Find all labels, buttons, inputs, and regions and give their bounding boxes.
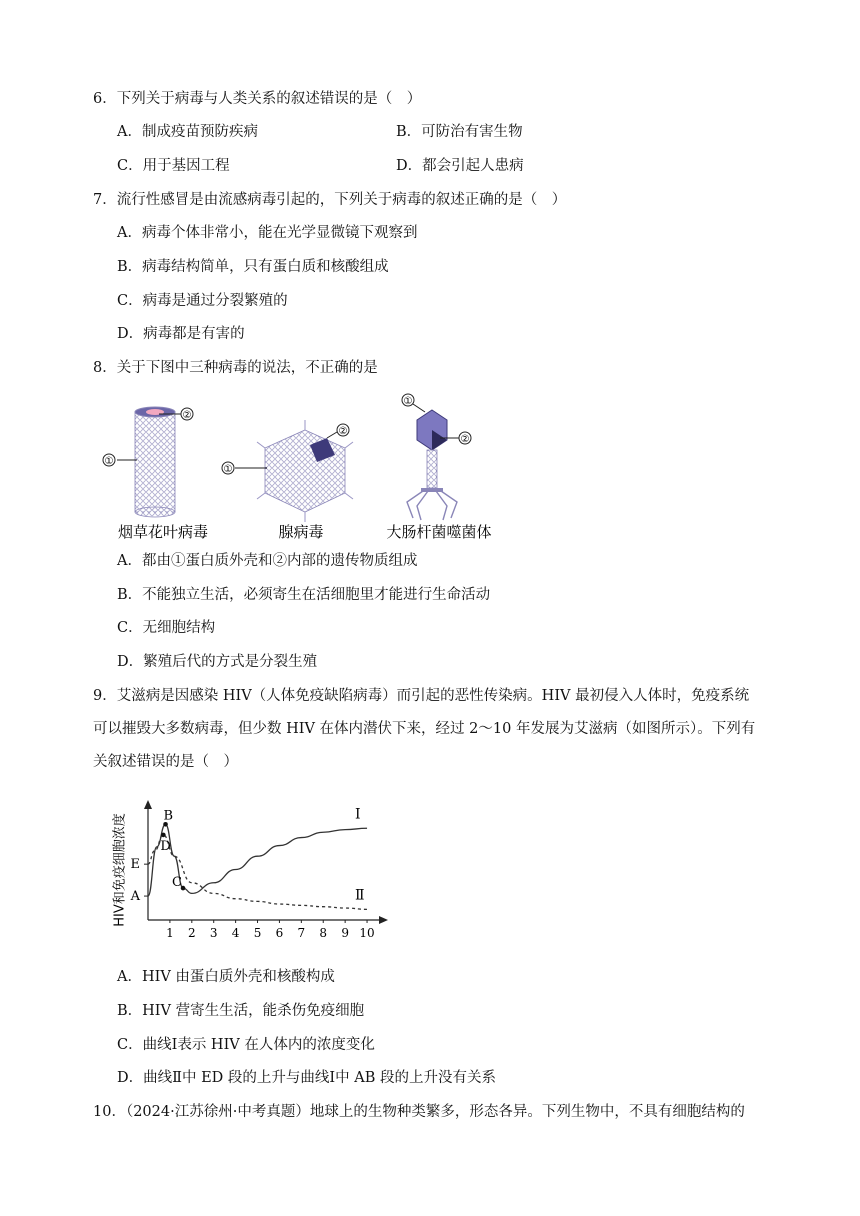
q6-option-b: B．可防治有害生物: [396, 124, 523, 140]
x-tick-label: 8: [319, 926, 328, 940]
x-tick-label: 5: [253, 926, 262, 940]
q9-stem-line3: 关叙述错误的是（ ）: [93, 754, 238, 770]
series-line-2: [148, 835, 367, 909]
virus-figure: [95, 390, 515, 545]
x-tick-label: 2: [187, 926, 196, 940]
tmv-illustration: [103, 407, 193, 517]
q6-option-a: A．制成疫苗预防疾病: [117, 124, 258, 140]
marker-1-label: ①: [223, 464, 233, 475]
caption-phage: 大肠杆菌噬菌体: [386, 523, 492, 541]
x-tick-label: 1: [166, 926, 174, 940]
x-tick-label: 6: [275, 926, 284, 940]
y-axis-arrow-icon: [144, 800, 152, 809]
point-e-label: E: [130, 857, 140, 873]
q9-option-c: C．曲线Ⅰ表示 HIV 在人体内的浓度变化: [117, 1037, 375, 1053]
q7-option-b: B．病毒结构简单，只有蛋白质和核酸组成: [117, 259, 389, 275]
point-b-label: B: [163, 808, 174, 824]
bacteriophage-illustration: [402, 394, 471, 520]
point-a-label: A: [130, 889, 140, 905]
q8-option-b: B．不能独立生活，必须寄生在活细胞里才能进行生命活动: [117, 587, 491, 603]
q6-option-c: C．用于基因工程: [117, 158, 230, 174]
q9-option-d: D．曲线Ⅱ中 ED 段的上升与曲线Ⅰ中 AB 段的上升没有关系: [117, 1070, 496, 1086]
q6-option-d: D．都会引起人患病: [396, 158, 524, 174]
q8-stem: 8．关于下图中三种病毒的说法，不正确的是: [93, 360, 378, 376]
point-d-label: D: [160, 838, 171, 854]
q8-option-a: A．都由①蛋白质外壳和②内部的遗传物质组成: [117, 553, 418, 569]
q8-option-d: D．繁殖后代的方式是分裂生殖: [117, 654, 318, 670]
q9-option-b: B．HIV 营寄生生活，能杀伤免疫细胞: [117, 1003, 365, 1019]
adenovirus-illustration: [222, 420, 353, 522]
q7-option-c: C．病毒是通过分裂繁殖的: [117, 293, 288, 309]
q7-stem: 7．流行性感冒是由流感病毒引起的，下列关于病毒的叙述正确的是（ ）: [93, 192, 567, 208]
marker-1-label: ①: [403, 396, 413, 407]
caption-tmv: 烟草花叶病毒: [117, 523, 209, 541]
point-d-marker: [161, 833, 166, 838]
x-tick-label: 4: [231, 926, 240, 940]
marker-2-label: ②: [460, 434, 470, 445]
marker-2-label: ②: [338, 426, 348, 437]
q6-stem: 6．下列关于病毒与人类关系的叙述错误的是（ ）: [93, 91, 422, 107]
x-tick-label: 3: [209, 926, 218, 940]
x-tick-label: 7: [297, 926, 306, 940]
q10-stem: 10．（2024·江苏徐州·中考真题）地球上的生物种类繁多，形态各异。下列生物中，不具有细胞结构的: [93, 1104, 745, 1120]
marker-2-label: ②: [182, 410, 192, 421]
series-label-1: Ⅰ: [355, 806, 361, 823]
x-tick-label: 9: [341, 926, 349, 940]
x-axis-arrow-icon: [379, 916, 388, 924]
x-tick-label: 10: [359, 926, 375, 940]
q9-stem-line1: 9．艾滋病是因感染 HIV（人体免疫缺陷病毒）而引起的恶性传染病。HIV 最初侵入人体时，免疫系统: [93, 688, 750, 704]
q9-stem-line2: 可以摧毁大多数病毒，但少数 HIV 在体内潜伏下来，经过 2～10 年发展为艾滋病（如图所示）。下列有: [93, 721, 756, 737]
hiv-chart: [98, 795, 398, 945]
q7-option-d: D．病毒都是有害的: [117, 326, 245, 342]
caption-adenovirus: 腺病毒: [278, 523, 324, 541]
q8-option-c: C．无细胞结构: [117, 620, 216, 636]
point-c-label: C: [172, 875, 183, 891]
series-label-2: Ⅱ: [355, 887, 365, 904]
q7-option-a: A．病毒个体非常小，能在光学显微镜下观察到: [117, 225, 418, 241]
chart-y-label: HIV和免疫细胞浓度: [112, 813, 128, 927]
marker-1-label: ①: [104, 456, 114, 467]
q9-option-a: A．HIV 由蛋白质外壳和核酸构成: [117, 969, 335, 985]
